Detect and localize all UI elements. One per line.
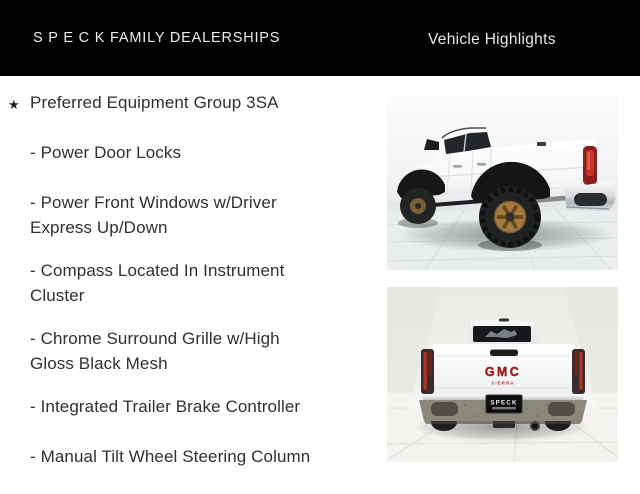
- tailgate-handle: [490, 350, 518, 357]
- bed-badge: [537, 142, 546, 146]
- bed-rail: [431, 344, 575, 349]
- feature-item: [30, 258, 310, 308]
- feature-group-label: Preferred Equipment Group 3SA: [30, 93, 279, 112]
- roof-marker: [499, 319, 509, 322]
- feature-item-label: - Integrated Trailer Brake Controller: [30, 397, 301, 416]
- plate-frame-text: [492, 407, 516, 409]
- door-handle: [453, 165, 462, 168]
- rear-view-illustration: [387, 287, 618, 462]
- page-title: Vehicle Highlights: [428, 31, 556, 48]
- feature-list: [8, 90, 311, 494]
- feature-item-label: Cluster: [30, 286, 85, 305]
- feature-item-label: Express Up/Down: [30, 218, 168, 237]
- dealership-name: S P E C K FAMILY DEALERSHIPS: [33, 30, 281, 46]
- feature-item-label: - Power Front Windows w/Driver: [30, 193, 277, 212]
- feature-item-label: - Manual Tilt Wheel Steering Column: [30, 447, 311, 466]
- license-plate: [486, 395, 522, 413]
- license-plate-text: SPECK: [490, 399, 518, 407]
- door-handle: [477, 163, 486, 166]
- taillight-left: [421, 349, 434, 394]
- bumper-step: [431, 402, 458, 416]
- star-icon: ★: [8, 97, 20, 112]
- cab: [466, 319, 538, 346]
- rear-quarter-illustration: [387, 95, 618, 270]
- rear-wheel: [479, 186, 541, 248]
- vehicle-photo-rear: [387, 287, 618, 462]
- feature-item: [30, 190, 310, 240]
- tailgate-gmc-logo: GMC: [484, 365, 522, 379]
- feature-item-label: Gloss Black Mesh: [30, 354, 168, 373]
- feature-item: [30, 394, 310, 419]
- taillight: [583, 146, 597, 185]
- feature-item: [30, 444, 310, 469]
- vehicle-photo-rear-quarter: [387, 95, 618, 270]
- taillight-right: [572, 349, 585, 394]
- bumper-step: [548, 402, 575, 416]
- feature-item-label: - Power Door Locks: [30, 143, 182, 162]
- feature-group-title: [8, 90, 310, 115]
- tailgate-badge: SIERRA: [491, 380, 515, 386]
- feature-item-label: - Compass Located In Instrument: [30, 261, 285, 280]
- feature-item-label: - Chrome Surround Grille w/High: [30, 329, 280, 348]
- feature-item: [30, 140, 310, 165]
- feature-item: [30, 326, 310, 376]
- header: [0, 0, 640, 76]
